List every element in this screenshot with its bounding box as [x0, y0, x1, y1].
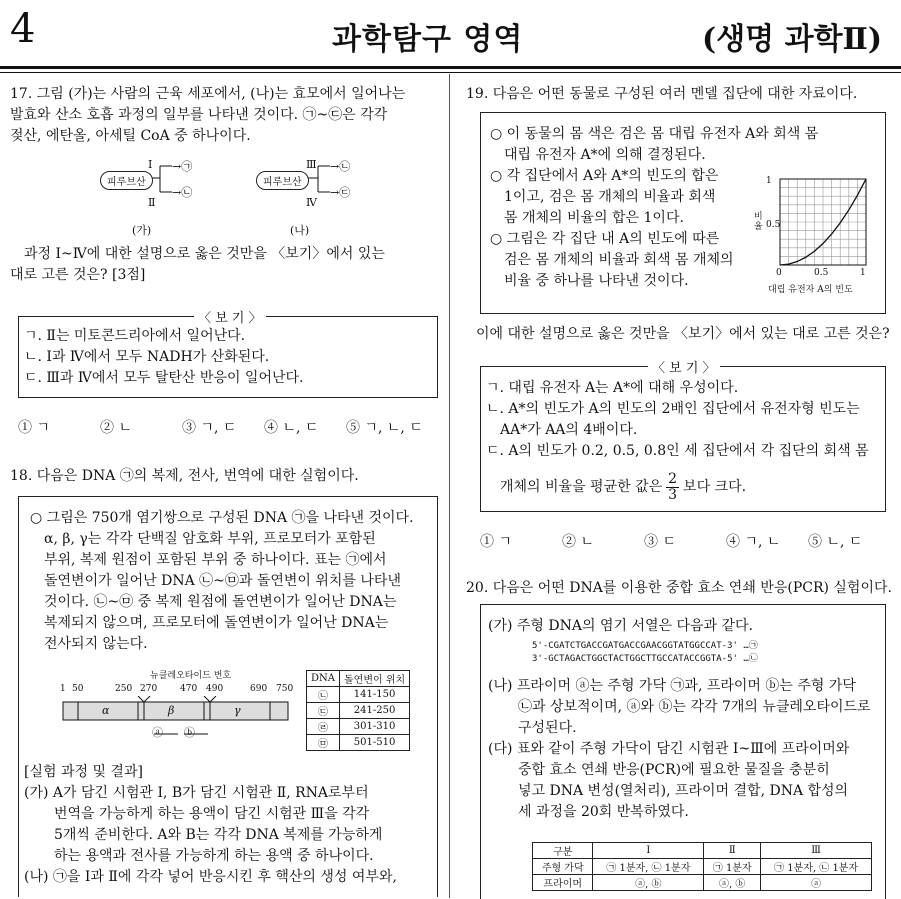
- table-cell: 501-510: [340, 735, 410, 751]
- choice-3[interactable]: ③ ㄱ, ㄷ: [182, 420, 237, 436]
- q17-bogi-items: [24, 326, 303, 389]
- table-cell: ㉡: [307, 687, 340, 703]
- table-header: Ⅰ: [593, 843, 704, 859]
- product-label: →㉡: [330, 160, 351, 173]
- tick-label: 270: [140, 684, 158, 694]
- y-axis-label: 비율: [754, 212, 763, 232]
- q17-question-line: 과정 Ⅰ~Ⅳ에 대한 설명으로 옳은 것만을 〈보기〉에서 있는: [24, 246, 385, 262]
- primer-a-marker: ⓐ: [152, 726, 163, 739]
- q18-line: 것이다. ㉡~㉤ 중 복제 원점에 돌연변이가 일어난 DNA는: [44, 594, 397, 610]
- q18-box-text: [30, 508, 414, 655]
- table-cell: ㉢: [307, 703, 340, 719]
- pcr-table: [532, 842, 872, 891]
- table-cell: 241-250: [340, 703, 410, 719]
- tick-label: 250: [115, 684, 133, 694]
- choice-2[interactable]: ② ㄴ: [100, 420, 132, 436]
- choice-1[interactable]: ① ㄱ: [480, 534, 512, 550]
- bogi-text: 개체의 비율을 평균한 값은: [500, 479, 663, 495]
- q20-line: 세 과정을 20회 반복하였다.: [518, 804, 689, 820]
- figure-caption-a: (가): [132, 224, 152, 237]
- table-cell: ⓐ, ⓑ: [704, 875, 761, 891]
- procedure-line: (가) A가 담긴 시험관 Ⅰ, B가 담긴 시험관 Ⅱ, RNA로부터: [24, 785, 369, 801]
- procedure-line: (나) ㉠을 Ⅰ과 Ⅱ에 각각 넣어 반응시킨 후 핵산의 생성 여부와,: [24, 869, 397, 885]
- tick-label: 50: [72, 684, 84, 694]
- process-I-label: Ⅰ: [148, 158, 153, 171]
- table-row: [307, 735, 410, 751]
- q18-line: ○ 그림은 750개 염기쌍으로 구성된 DNA ㉠을 나타낸 것이다.: [30, 510, 414, 526]
- table-row: [307, 687, 410, 703]
- choice-1[interactable]: ① ㄱ: [18, 420, 50, 436]
- table-cell: 141-150: [340, 687, 410, 703]
- question-20-stem: 20. 다음은 어떤 DNA를 이용한 중합 효소 연쇄 반응(PCR) 실험이다.: [466, 580, 892, 596]
- header-rule-thin: [0, 72, 901, 73]
- x-tick-0: 0: [776, 268, 782, 278]
- q18-line: 부위, 복제 원점이 포함된 부위 중 하나이다. 표는 ㉠에서: [44, 552, 387, 568]
- table-row: [307, 719, 410, 735]
- table-cell: ⓐ, ⓑ: [593, 875, 704, 891]
- q20-line: ㉡과 상보적이며, ⓐ와 ⓑ는 각각 7개의 뉴클레오타이드로: [518, 699, 871, 715]
- choice-4[interactable]: ④ ㄱ, ㄴ: [726, 534, 781, 550]
- q19-bogi-items: [486, 378, 869, 462]
- bogi-item: ㄴ. A*의 빈도가 A의 빈도의 2배인 집단에서 유전자형 빈도는: [486, 401, 860, 417]
- segment-gamma: γ: [234, 704, 241, 717]
- q17-line: 17. 그림 (가)는 사람의 근육 세포에서, (나)는 효모에서 일어나는: [10, 86, 406, 102]
- question-19-stem: 19. 다음은 어떤 동물로 구성된 여러 멘델 집단에 대한 자료이다.: [466, 86, 858, 102]
- q19-line: 비율 중 하나를 나타낸 것이다.: [504, 273, 689, 289]
- question-17-prompt: [10, 244, 385, 286]
- x-tick-1: 1: [860, 268, 866, 278]
- q19-line: 검은 몸 개체의 비율과 회색 몸 개체의: [504, 252, 734, 268]
- subject-title: (생명 과학Ⅱ): [702, 22, 883, 57]
- column-divider: [449, 74, 450, 898]
- tick-label: 470: [180, 684, 198, 694]
- bogi-item: ㄴ. Ⅰ과 Ⅳ에서 모두 NADH가 산화된다.: [24, 349, 270, 365]
- table-cell: ㉣: [307, 719, 340, 735]
- page-number: 4: [10, 6, 36, 52]
- q18-line: 복제되지 않으며, 프로모터에 돌연변이가 일어난 DNA는: [44, 615, 389, 631]
- question-17-stem: [10, 84, 405, 147]
- mutation-table: [306, 670, 410, 751]
- q19-line: ○ 이 동물의 몸 색은 검은 몸 대립 유전자 A와 회색 몸: [490, 126, 819, 142]
- choice-5[interactable]: ⑤ ㄱ, ㄴ, ㄷ: [346, 420, 423, 436]
- fraction-denominator: 3: [668, 487, 678, 503]
- q19-bogi-fraction-line: [500, 472, 746, 503]
- table-cell: 프라이머: [533, 875, 593, 891]
- bogi-item: ㄷ. Ⅲ과 Ⅳ에서 모두 탈탄산 반응이 일어난다.: [24, 370, 304, 386]
- q20-line: 넣고 DNA 변성(열처리), 프라이머 결합, DNA 합성의: [518, 783, 849, 799]
- tick-label: 490: [206, 684, 224, 694]
- product-label: →㉡: [172, 186, 193, 199]
- bogi-item: AA*가 AA의 4배이다.: [500, 422, 638, 438]
- bogi-text: 보다 크다.: [683, 479, 747, 495]
- bogi-item: ㄷ. A의 빈도가 0.2, 0.5, 0.8인 세 집단에서 각 집단의 회색 몸: [486, 443, 869, 459]
- choice-4[interactable]: ④ ㄴ, ㄷ: [264, 420, 319, 436]
- q18-line: 돌연변이가 일어난 DNA ㉡~㉤과 돌연변이 위치를 나타낸: [44, 573, 401, 589]
- dna-segment-diagram: [60, 696, 300, 746]
- page-title: 과학탐구 영역: [332, 22, 524, 57]
- table-cell: ㉠ 1분자, ㉡ 1분자: [761, 859, 872, 875]
- tick-label: 690: [250, 684, 268, 694]
- q18-line: α, β, γ는 각각 단백질 암호화 부위, 프로모터가 포함된: [44, 531, 376, 547]
- x-tick-0.5: 0.5: [814, 268, 829, 278]
- fraction-numerator: 2: [668, 471, 678, 487]
- table-cell: ㉠ 1분자, ㉡ 1분자: [593, 859, 704, 875]
- table-cell: ㉤: [307, 735, 340, 751]
- process-II-label: Ⅱ: [148, 196, 156, 209]
- bogi-item: ㄱ. 대립 유전자 A는 A*에 대해 우성이다.: [486, 380, 739, 396]
- q20-line: (다) 표와 같이 주형 가닥이 담긴 시험관 Ⅰ~Ⅲ에 프라이머와: [488, 741, 850, 757]
- segment-alpha: α: [102, 704, 110, 717]
- sequence-strand-1: 5'-CGATCTGACCGATGACCGAACGGTATGGCCAT-3' …㉠: [532, 641, 758, 651]
- q20-box-text: [488, 616, 753, 637]
- bogi-item: ㄱ. Ⅱ는 미토콘드리아에서 일어난다.: [24, 328, 246, 344]
- template-sequences: [532, 640, 758, 666]
- process-IV-label: Ⅳ: [306, 196, 317, 209]
- product-label: →㉢: [330, 186, 351, 199]
- q17-line: 젖산, 에탄올, 아세틸 CoA 중 하나이다.: [10, 128, 251, 144]
- table-cell: 주형 가닥: [533, 859, 593, 875]
- q20-line: (가) 주형 DNA의 염기 서열은 다음과 같다.: [488, 618, 753, 634]
- procedure-title: [실험 과정 및 결과]: [24, 764, 143, 780]
- tick-label: 1: [60, 684, 66, 694]
- table-header: 돌연변이 위치: [340, 671, 410, 687]
- q20-line: 중합 효소 연쇄 반응(PCR)에 필요한 물질을 충분히: [518, 762, 830, 778]
- q19-line: ○ 각 집단에서 A와 A*의 빈도의 합은: [490, 168, 719, 184]
- x-axis-label: 대립 유전자 A의 빈도: [768, 285, 853, 295]
- q19-line: 몸 개체의 비율의 합은 1이다.: [504, 210, 684, 226]
- y-tick-1: 1: [766, 176, 772, 186]
- procedure-line: 5개씩 준비한다. A와 B는 각각 DNA 복제를 가능하게: [54, 827, 383, 843]
- table-row: [533, 843, 872, 859]
- table-row: [533, 875, 872, 891]
- q19-question: 이에 대한 설명으로 옳은 것만을 〈보기〉에서 있는 대로 고른 것은?: [476, 326, 890, 342]
- table-cell: ⓐ: [761, 875, 872, 891]
- product-label: →㉠: [172, 160, 193, 173]
- fraction: [666, 472, 679, 503]
- table-row: [533, 859, 872, 875]
- header-rule: [0, 66, 901, 69]
- figure-caption-b: (나): [290, 224, 310, 237]
- q19-line: 대립 유전자 A*에 의해 결정된다.: [504, 147, 706, 163]
- q17-bogi-title: 〈 보 기 〉: [194, 307, 266, 326]
- primer-b-marker: ⓑ: [184, 726, 195, 739]
- choice-2[interactable]: ② ㄴ: [562, 534, 594, 550]
- q19-line: ○ 그림은 각 집단 내 A의 빈도에 따른: [490, 231, 720, 247]
- nucleotide-number-label: 뉴클레오타이드 번호: [150, 671, 232, 681]
- question-18-stem: 18. 다음은 DNA ㉠의 복제, 전사, 번역에 대한 실험이다.: [10, 468, 359, 484]
- pyruvate-label-a: 피루브산: [100, 171, 153, 190]
- q20-line: (나) 프라이머 ⓐ는 주형 가닥 ㉠과, 프라이머 ⓑ는 주형 가닥: [488, 678, 856, 694]
- y-tick-0.5: 0.5: [766, 220, 781, 230]
- q17-question-line: 대로 고른 것은? [3점]: [10, 267, 146, 283]
- table-header: Ⅱ: [704, 843, 761, 859]
- choice-5[interactable]: ⑤ ㄴ, ㄷ: [808, 534, 863, 550]
- procedure-line: 하는 용액과 전사를 가능하게 하는 용액 중 하나이다.: [54, 848, 374, 864]
- procedure-line: 번역을 가능하게 하는 용액이 담긴 시험관 Ⅲ을 각각: [54, 806, 370, 822]
- tick-label: 750: [276, 684, 294, 694]
- q20-line: 구성된다.: [518, 720, 577, 736]
- table-row: [307, 703, 410, 719]
- sequence-strand-2: 3'-GCTAGACTGGCTACTGGCTTGCCATACCGGTA-5' …㉡: [532, 654, 758, 664]
- choice-3[interactable]: ③ ㄷ: [644, 534, 676, 550]
- pyruvate-label-b: 피루브산: [256, 171, 309, 190]
- table-header: Ⅲ: [761, 843, 872, 859]
- table-header: 구분: [533, 843, 593, 859]
- q18-line: 전사되지 않는다.: [44, 636, 148, 652]
- table-header: DNA: [307, 671, 340, 687]
- q17-line: 발효와 산소 호흡 과정의 일부를 나타낸 것이다. ㉠~㉢은 각각: [10, 107, 388, 123]
- q19-box-text-top: [490, 124, 818, 292]
- q18-procedure: [24, 762, 397, 888]
- segment-beta: β: [168, 704, 175, 717]
- table-cell: ㉠ 1분자: [704, 859, 761, 875]
- process-III-label: Ⅲ: [306, 158, 317, 171]
- allele-frequency-chart: [779, 178, 867, 266]
- q20-box-text-2: [488, 676, 871, 823]
- q19-line: 1이고, 검은 몸 개체의 비율과 회색: [504, 189, 716, 205]
- table-cell: 301-310: [340, 719, 410, 735]
- q19-bogi-title: 〈 보 기 〉: [648, 357, 720, 376]
